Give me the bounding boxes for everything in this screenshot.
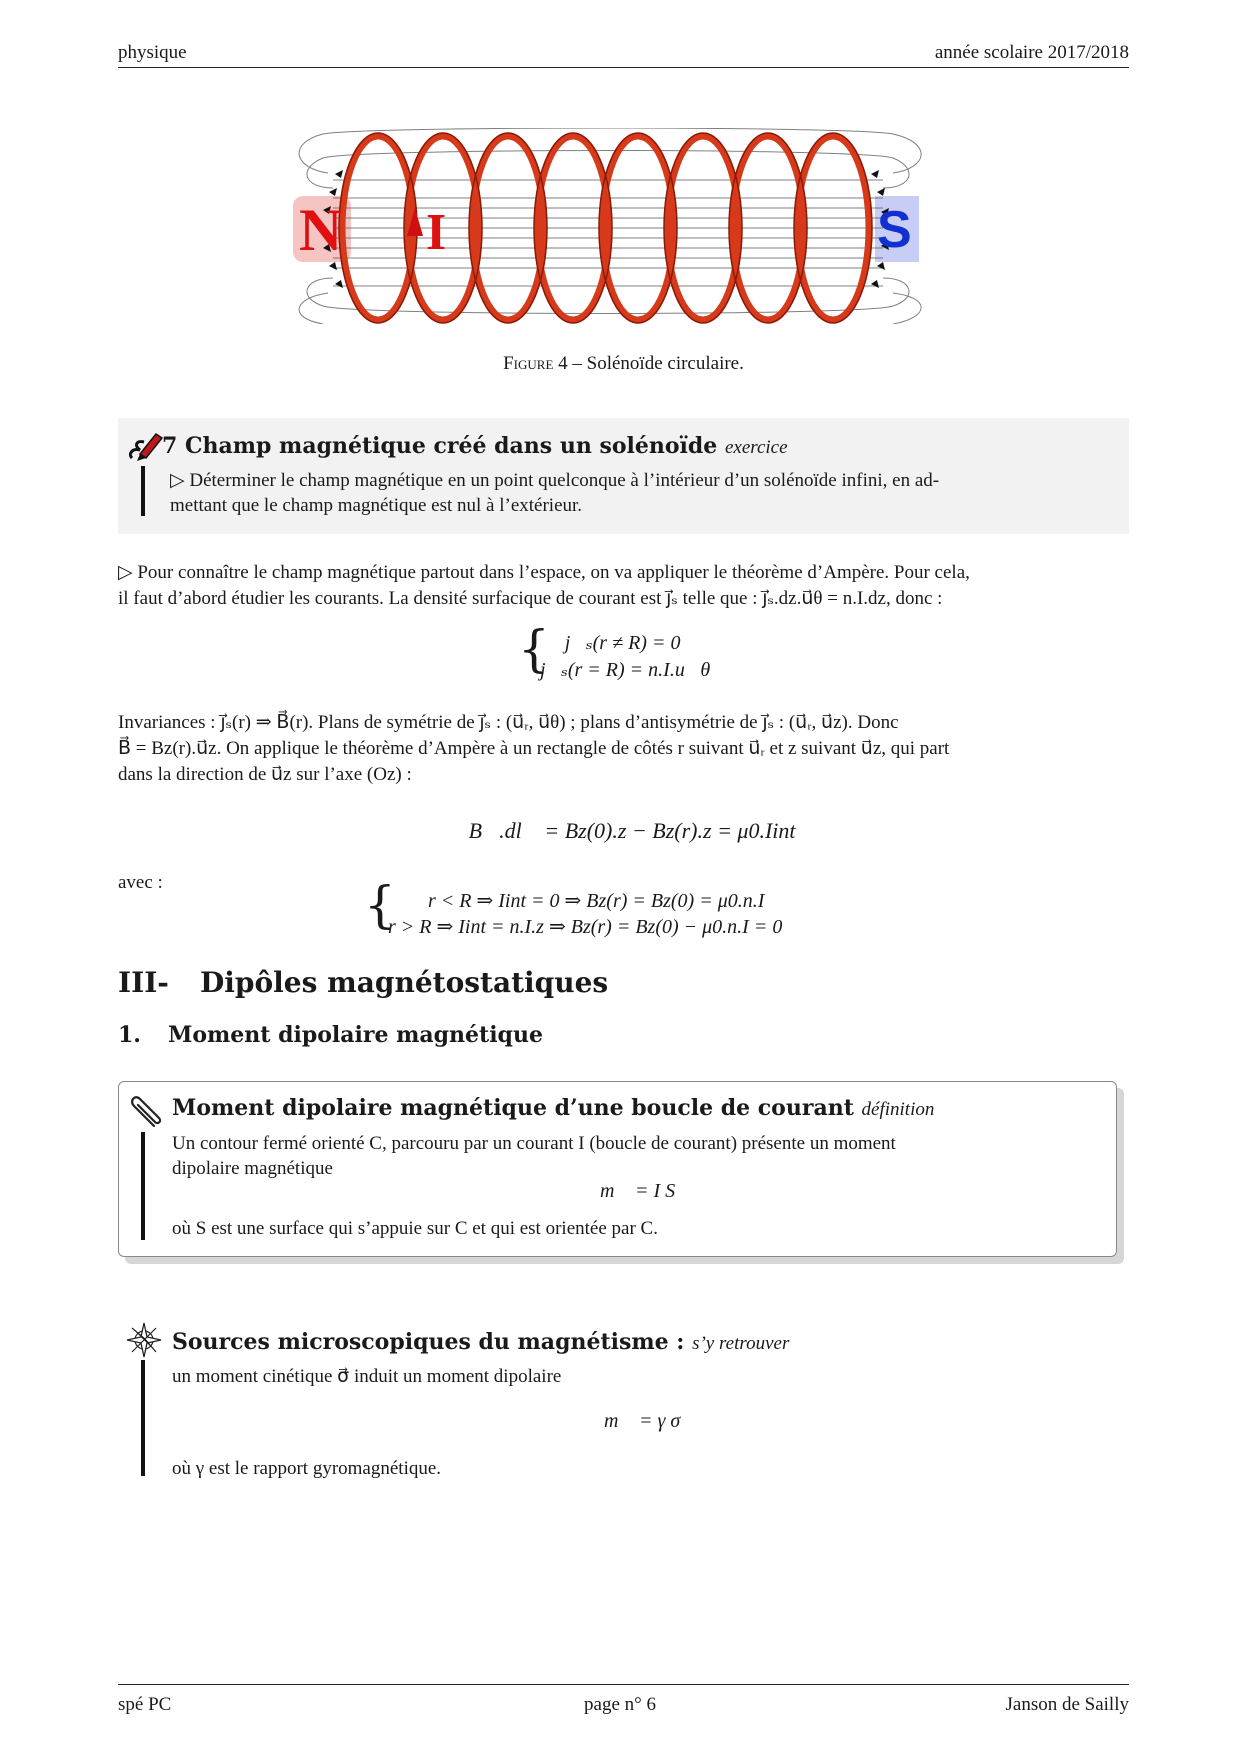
system1-brace: { [518, 620, 550, 678]
paragraph1-line1: ▷ Pour connaître le champ magnétique partout dans l’espace, on va appliquer le théorème d’Ampère. Pour cela, [118, 562, 970, 583]
subsection-title: Moment dipolaire magnétique [168, 1022, 543, 1048]
definition-tag: définition [861, 1099, 935, 1120]
north-label: N [299, 197, 343, 263]
compass-rose-icon [126, 1322, 162, 1358]
footer-center: page n° 6 [584, 1694, 656, 1715]
caption-text: – Solénoïde circulaire. [567, 353, 744, 374]
exercise-title-text: 7 Champ magnétique créé dans un solénoïde [162, 433, 718, 459]
exercise-line1: ▷ Déterminer le champ magnétique en un point quelconque à l’intérieur d’un solénoïde infini, en ad- [170, 470, 940, 491]
subsection-number: 1. [118, 1022, 141, 1048]
definition-equation: m⃗ = I S⃗ [600, 1180, 691, 1202]
header-rule [118, 67, 1129, 68]
definition-title-text: Moment dipolaire magnétique d’une boucle de courant [172, 1095, 854, 1121]
system1-eq1: j⃗ₛ(r ≠ R) = 0⃗ [564, 632, 696, 654]
retrouver-title-text: Sources microscopiques du magnétisme : [172, 1329, 685, 1355]
system2-brace: { [364, 876, 396, 934]
paragraph2-line1: Invariances : j⃗ₛ(r) ⇒ B⃗(r). Plans de symétrie de j⃗ₛ : (u⃗ᵣ, u⃗θ) ; plans d’antisymétrie de j⃗ₛ : (u⃗ᵣ, u⃗z). Donc [118, 712, 899, 733]
footer-left: spé PC [118, 1694, 172, 1715]
footer-rule [118, 1684, 1129, 1685]
ampere-equation: ∮ B⃗.dl⃗ = Bz(0).z − Bz(r).z = μ0.Iint [446, 818, 796, 843]
definition-line2: dipolaire magnétique [172, 1158, 333, 1179]
paragraph1-line2: il faut d’abord étudier les courants. La densité surfacique de courant est j⃗ₛ telle que : j⃗ₛ.dz.u⃗θ = n.I.dz, donc : [118, 588, 943, 609]
footer-right: Janson de Sailly [1005, 1694, 1129, 1715]
definition-line1: Un contour fermé orienté C, parcouru par un courant I (boucle de courant) présente un moment [172, 1133, 896, 1154]
exercise-line2: mettant que le champ magnétique est nul à l’extérieur. [170, 495, 583, 516]
retrouver-equation: m⃗ = γ σ⃗ [604, 1410, 696, 1432]
system2-eq1: r < R ⇒ Iint = 0 ⇒ Bz(r) = Bz(0) = μ0.n.I [428, 890, 765, 912]
system2-eq2: r > R ⇒ Iint = n.I.z ⇒ Bz(r) = Bz(0) − μ0.n.I = 0 [388, 916, 783, 938]
exercise-bar [141, 466, 145, 516]
pencil-icon [126, 428, 166, 464]
paragraph2-line3: dans la direction de u⃗z sur l’axe (Oz) : [118, 764, 412, 785]
paragraph2-line2: B⃗ = Bz(r).u⃗z. On applique le théorème d’Ampère à un rectangle de côtés r suivant u⃗ᵣ et z suivant u⃗z, qui part [118, 738, 950, 759]
header-left: physique [118, 42, 187, 63]
system1-eq2: j⃗ₛ(r = R) = n.I.u⃗θ [540, 659, 711, 681]
solenoid-figure [293, 128, 933, 324]
solenoid-drawing [293, 128, 933, 324]
figure-caption [118, 351, 1129, 376]
retrouver-line1: un moment cinétique σ⃗ induit un moment dipolaire [172, 1366, 562, 1387]
header-right: année scolaire 2017/2018 [934, 42, 1129, 63]
definition-bar [141, 1132, 145, 1240]
exercise-tag: exercice [724, 437, 788, 458]
definition-line3: où S est une surface qui s’appuie sur C et qui est orientée par C. [172, 1218, 658, 1239]
retrouver-line2: où γ est le rapport gyromagnétique. [172, 1458, 442, 1479]
caption-label: Figure 4 [503, 353, 568, 374]
south-label: S [877, 201, 912, 259]
definition-title [172, 1094, 934, 1124]
exercise-title [162, 432, 788, 462]
section-title: Dipôles magnétostatiques [200, 966, 609, 999]
avec-label: avec : [118, 872, 163, 893]
section-number: III- [118, 966, 169, 999]
paperclip-icon [126, 1092, 166, 1130]
retrouver-title [172, 1328, 789, 1358]
retrouver-tag: s’y retrouver [692, 1333, 790, 1354]
current-label: I [426, 204, 447, 261]
retrouver-bar [141, 1360, 145, 1476]
